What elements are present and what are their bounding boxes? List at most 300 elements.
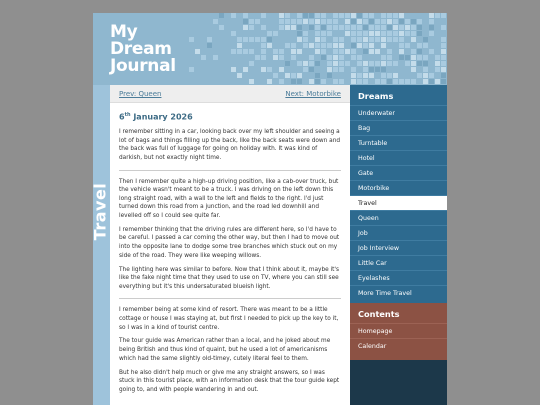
pattern-cell xyxy=(285,13,290,18)
pattern-cell xyxy=(297,79,302,84)
pattern-cell xyxy=(417,19,422,24)
pattern-cell xyxy=(315,79,320,84)
pattern-cell xyxy=(381,43,386,48)
pattern-cell xyxy=(429,31,434,36)
pattern-cell xyxy=(327,43,332,48)
pattern-cell xyxy=(393,37,398,42)
pattern-cell xyxy=(381,19,386,24)
pattern-cell xyxy=(405,61,410,66)
pattern-cell xyxy=(357,19,362,24)
site-title-line: Journal xyxy=(110,56,176,76)
pattern-cell xyxy=(249,79,254,84)
pattern-cell xyxy=(249,19,254,24)
pattern-cell xyxy=(339,61,344,66)
pattern-cell xyxy=(345,19,350,24)
pattern-cell xyxy=(285,61,290,66)
pattern-cell xyxy=(219,25,224,30)
pattern-cell xyxy=(393,13,398,18)
pattern-cell xyxy=(231,13,236,18)
pattern-cell xyxy=(297,73,302,78)
pattern-cell xyxy=(387,19,392,24)
contents-panel xyxy=(350,303,447,360)
pattern-cell xyxy=(399,13,404,18)
sidebar-item-more-time-travel[interactable]: More Time Travel xyxy=(350,285,447,300)
pattern-cell xyxy=(315,49,320,54)
entry-paragraph: I remember being at some kind of resort. There was meant to be a little cottage or house I was staying at, but first I needed to pick up the key to it, so I was in a kind of tourist centre. xyxy=(119,307,339,331)
pattern-cell xyxy=(357,13,362,18)
pattern-cell xyxy=(405,19,410,24)
sidebar-item-hotel[interactable]: Hotel xyxy=(350,150,447,165)
site-title-line: My xyxy=(110,22,138,42)
pattern-cell xyxy=(369,73,374,78)
pattern-cell xyxy=(273,31,278,36)
pattern-cell xyxy=(369,31,374,36)
date-day: 6 xyxy=(119,112,125,122)
sidebar-item-homepage[interactable]: Homepage xyxy=(350,323,447,338)
sidebar-item-underwater[interactable]: Underwater xyxy=(350,105,447,120)
pattern-cell xyxy=(243,67,248,72)
prev-entry-link[interactable]: Prev: Queen xyxy=(119,90,162,98)
pattern-cell xyxy=(261,67,266,72)
sidebar-item-little-car[interactable]: Little Car xyxy=(350,255,447,270)
pattern-cell xyxy=(237,49,242,54)
pattern-cell xyxy=(267,43,272,48)
pattern-cell xyxy=(309,67,314,72)
pattern-cell xyxy=(399,49,404,54)
pattern-cell xyxy=(201,55,206,60)
pattern-cell xyxy=(363,37,368,42)
pattern-cell xyxy=(399,37,404,42)
pattern-cell xyxy=(285,25,290,30)
pattern-cell xyxy=(429,73,434,78)
pattern-cell xyxy=(399,79,404,84)
sidebar-item-bag[interactable]: Bag xyxy=(350,120,447,135)
pattern-cell xyxy=(381,79,386,84)
pattern-cell xyxy=(315,13,320,18)
pattern-cell xyxy=(363,19,368,24)
pattern-cell xyxy=(315,61,320,66)
pattern-cell xyxy=(369,61,374,66)
pattern-cell xyxy=(237,73,242,78)
pattern-cell xyxy=(255,55,260,60)
pattern-cell xyxy=(393,79,398,84)
pattern-cell xyxy=(441,55,446,60)
pattern-cell xyxy=(321,55,326,60)
pattern-cell xyxy=(321,31,326,36)
pattern-cell xyxy=(423,61,428,66)
dreams-panel xyxy=(350,85,447,303)
pattern-cell xyxy=(285,73,290,78)
pattern-cell xyxy=(243,49,248,54)
entry-paragraph: I remember thinking that the driving rules are different here, so I'd have to be careful. I passed a car coming the other way, but then I had to move out into the opposite lane to dodge some tree branches which stuck out on my side of the road. They were like weeping willows. xyxy=(119,226,340,259)
pattern-cell xyxy=(339,67,344,72)
pattern-cell xyxy=(279,79,284,84)
pattern-cell xyxy=(333,19,338,24)
pattern-cell xyxy=(399,55,404,60)
pattern-cell xyxy=(261,55,266,60)
pattern-cell xyxy=(303,67,308,72)
pattern-cell xyxy=(351,43,356,48)
pattern-cell xyxy=(315,43,320,48)
pattern-cell xyxy=(333,79,338,84)
pattern-cell xyxy=(375,49,380,54)
pattern-cell xyxy=(339,25,344,30)
sidebar-item-queen[interactable]: Queen xyxy=(350,210,447,225)
pattern-cell xyxy=(399,43,404,48)
pattern-cell xyxy=(243,19,248,24)
pattern-cell xyxy=(351,31,356,36)
pattern-cell xyxy=(369,67,374,72)
dreams-heading: Dreams xyxy=(358,91,394,101)
pattern-cell xyxy=(369,19,374,24)
pattern-cell xyxy=(435,61,440,66)
pattern-cell xyxy=(339,13,344,18)
pattern-cell xyxy=(279,55,284,60)
section-divider xyxy=(119,298,341,299)
pattern-cell xyxy=(309,25,314,30)
pattern-cell xyxy=(327,19,332,24)
pattern-cell xyxy=(333,49,338,54)
pattern-cell xyxy=(411,25,416,30)
pattern-cell xyxy=(303,61,308,66)
pattern-cell xyxy=(381,61,386,66)
pattern-cell xyxy=(189,67,194,72)
pattern-cell xyxy=(441,37,446,42)
pattern-cell xyxy=(339,43,344,48)
pattern-cell xyxy=(303,13,308,18)
pattern-cell xyxy=(339,49,344,54)
pattern-cell xyxy=(345,25,350,30)
pattern-cell xyxy=(411,49,416,54)
pattern-cell xyxy=(375,25,380,30)
entry-paragraph: Then I remember quite a high-up driving position, like a cab-over truck, but the vehicle wasn't meant to be a truck. I was driving on the left down this long straight road, with a wall to the left and fields to the right. I'd just turned down this road from a junction, and the road led downhill and levelled off so I could see quite far. xyxy=(119,178,339,219)
pattern-cell xyxy=(441,25,446,30)
pattern-cell xyxy=(411,67,416,72)
entry-section xyxy=(119,178,341,292)
site-title-line: Dream xyxy=(110,39,172,59)
pattern-cell xyxy=(297,37,302,42)
pattern-cell xyxy=(333,43,338,48)
pattern-cell xyxy=(399,19,404,24)
pattern-cell xyxy=(261,13,266,18)
pattern-cell xyxy=(207,37,212,42)
pattern-cell xyxy=(417,61,422,66)
sidebar-item-turntable[interactable]: Turntable xyxy=(350,135,447,150)
pattern-cell xyxy=(393,61,398,66)
entry-paragraph: I remember sitting in a car, looking back over my left shoulder and seeing a lot of bags and things filling up the back, like the back seats were down and the back was full of luggage for going on holiday with. It was kind of darkish, but not exactly night time. xyxy=(119,129,341,162)
pattern-cell xyxy=(213,55,218,60)
pattern-cell xyxy=(423,37,428,42)
sidebar-item-job[interactable]: Job xyxy=(350,225,447,240)
pattern-cell xyxy=(405,55,410,60)
pattern-cell xyxy=(231,67,236,72)
pattern-cell xyxy=(309,13,314,18)
pattern-cell xyxy=(381,25,386,30)
pattern-cell xyxy=(375,61,380,66)
pattern-cell xyxy=(279,49,284,54)
pattern-cell xyxy=(321,43,326,48)
pattern-cell xyxy=(321,37,326,42)
pattern-cell xyxy=(351,25,356,30)
pattern-cell xyxy=(261,43,266,48)
pattern-cell xyxy=(375,19,380,24)
pattern-cell xyxy=(435,13,440,18)
pattern-cell xyxy=(375,31,380,36)
pattern-cell xyxy=(357,79,362,84)
pattern-cell xyxy=(441,67,446,72)
pattern-cell xyxy=(375,37,380,42)
pattern-cell xyxy=(219,13,224,18)
pattern-cell xyxy=(387,49,392,54)
pattern-cell xyxy=(363,49,368,54)
entry-navigation xyxy=(110,85,350,103)
pattern-cell xyxy=(435,67,440,72)
pattern-cell xyxy=(441,79,446,84)
pattern-cell xyxy=(381,67,386,72)
pattern-cell xyxy=(411,37,416,42)
pattern-cell xyxy=(405,31,410,36)
pattern-cell xyxy=(249,49,254,54)
pattern-cell xyxy=(261,25,266,30)
date-suffix: th xyxy=(124,112,131,118)
pattern-cell xyxy=(303,37,308,42)
pattern-cell xyxy=(429,25,434,30)
pattern-cell xyxy=(339,37,344,42)
pattern-cell xyxy=(291,73,296,78)
sidebar-item-calendar[interactable]: Calendar xyxy=(350,338,447,353)
pattern-cell xyxy=(261,49,266,54)
pattern-cell xyxy=(363,73,368,78)
site-header xyxy=(93,13,447,85)
pattern-cell xyxy=(189,37,194,42)
pattern-cell xyxy=(309,43,314,48)
pattern-cell xyxy=(243,25,248,30)
pattern-cell xyxy=(297,13,302,18)
pattern-cell xyxy=(363,43,368,48)
entry-section xyxy=(119,128,341,162)
pattern-cell xyxy=(327,67,332,72)
pattern-cell xyxy=(273,55,278,60)
pattern-cell xyxy=(363,25,368,30)
next-entry-link[interactable]: Next: Motorbike xyxy=(285,90,341,98)
pattern-cell xyxy=(399,31,404,36)
pattern-cell xyxy=(321,25,326,30)
pattern-cell xyxy=(423,43,428,48)
pattern-cell xyxy=(417,55,422,60)
pattern-cell xyxy=(267,31,272,36)
main-content xyxy=(110,85,350,405)
pattern-cell xyxy=(381,73,386,78)
pattern-cell xyxy=(303,43,308,48)
pattern-cell xyxy=(357,73,362,78)
pattern-cell xyxy=(387,61,392,66)
pattern-cell xyxy=(267,79,272,84)
pattern-cell xyxy=(387,55,392,60)
pattern-cell xyxy=(429,79,434,84)
pattern-cell xyxy=(351,67,356,72)
contents-heading: Contents xyxy=(358,309,400,319)
entry-date xyxy=(119,111,341,122)
pattern-cell xyxy=(429,19,434,24)
pattern-cell xyxy=(297,61,302,66)
pattern-cell xyxy=(321,13,326,18)
pattern-cell xyxy=(333,25,338,30)
pattern-cell xyxy=(369,43,374,48)
pattern-cell xyxy=(357,43,362,48)
pattern-cell xyxy=(267,37,272,42)
pattern-cell xyxy=(291,49,296,54)
pattern-cell xyxy=(309,79,314,84)
pattern-cell xyxy=(291,79,296,84)
pattern-cell xyxy=(441,49,446,54)
dream-entry xyxy=(110,103,350,394)
pattern-cell xyxy=(423,79,428,84)
pattern-cell xyxy=(357,25,362,30)
pattern-cell xyxy=(351,13,356,18)
sidebar-item-job-interview[interactable]: Job Interview xyxy=(350,240,447,255)
pattern-cell xyxy=(417,43,422,48)
pattern-cell xyxy=(333,37,338,42)
pattern-cell xyxy=(327,61,332,66)
pattern-cell xyxy=(417,31,422,36)
entry-paragraph: The tour guide was American rather than a local, and he joked about me being British and thus kind of quaint, but he used a lot of americanisms which had the same slightly old-timey, cutely literal feel to them. xyxy=(119,338,331,362)
pattern-cell xyxy=(411,55,416,60)
pattern-cell xyxy=(381,31,386,36)
pattern-cell xyxy=(273,49,278,54)
pattern-cell xyxy=(441,43,446,48)
pattern-cell xyxy=(381,37,386,42)
page-frame xyxy=(90,13,447,405)
pattern-cell xyxy=(411,61,416,66)
pattern-cell xyxy=(369,25,374,30)
pattern-cell xyxy=(405,25,410,30)
pattern-cell xyxy=(351,19,356,24)
sidebar-item-motorbike[interactable]: Motorbike xyxy=(350,180,447,195)
pattern-cell xyxy=(369,37,374,42)
pattern-cell xyxy=(393,31,398,36)
pattern-cell xyxy=(297,49,302,54)
pattern-cell xyxy=(315,73,320,78)
pattern-cell xyxy=(279,13,284,18)
pattern-cell xyxy=(249,37,254,42)
pattern-cell xyxy=(387,25,392,30)
pattern-cell xyxy=(297,19,302,24)
pattern-cell xyxy=(255,19,260,24)
pattern-cell xyxy=(387,37,392,42)
pattern-cell xyxy=(381,13,386,18)
pattern-cell xyxy=(339,55,344,60)
entry-section xyxy=(119,306,341,394)
pattern-cell xyxy=(231,49,236,54)
pattern-cell xyxy=(285,19,290,24)
pattern-cell xyxy=(279,19,284,24)
pattern-cell xyxy=(351,79,356,84)
pattern-cell xyxy=(261,37,266,42)
pattern-cell xyxy=(435,55,440,60)
pattern-cell xyxy=(327,55,332,60)
pattern-cell xyxy=(315,25,320,30)
pattern-cell xyxy=(333,55,338,60)
sidebar-item-gate[interactable]: Gate xyxy=(350,165,447,180)
pattern-cell xyxy=(423,55,428,60)
section-strip xyxy=(90,85,110,405)
pattern-cell xyxy=(399,25,404,30)
pattern-cell xyxy=(411,19,416,24)
pattern-cell xyxy=(441,73,446,78)
pattern-cell xyxy=(417,25,422,30)
pattern-cell xyxy=(309,19,314,24)
pattern-cell xyxy=(351,73,356,78)
pattern-cell xyxy=(333,13,338,18)
pattern-cell xyxy=(321,19,326,24)
sidebar-item-eyelashes[interactable]: Eyelashes xyxy=(350,270,447,285)
entry-paragraph: The lighting here was similar to before. Now that I think about it, maybe it's like the fake night time that they used to use on TV, where you can still see everything but it's this undersaturated blueish light. xyxy=(119,266,340,290)
pattern-cell xyxy=(369,49,374,54)
pattern-cell xyxy=(405,79,410,84)
pattern-cell xyxy=(345,61,350,66)
pattern-cell xyxy=(279,67,284,72)
pattern-cell xyxy=(273,73,278,78)
pattern-cell xyxy=(411,79,416,84)
pattern-cell xyxy=(309,55,314,60)
pattern-cell xyxy=(291,19,296,24)
entry-paragraph: But he also didn't help much or give me any straight answers, so I was stuck in this tourist place, with an information desk that the tour guide kept going to, and with people wandering in and out. xyxy=(119,369,340,393)
pattern-cell xyxy=(393,19,398,24)
section-label: Travel xyxy=(90,182,110,241)
pattern-cell xyxy=(363,61,368,66)
pattern-cell xyxy=(393,73,398,78)
pattern-cell xyxy=(297,25,302,30)
pattern-cell xyxy=(315,19,320,24)
pattern-cell xyxy=(285,43,290,48)
dreams-list xyxy=(350,105,447,300)
pattern-cell xyxy=(231,31,236,36)
pattern-cell xyxy=(321,79,326,84)
pattern-cell xyxy=(297,31,302,36)
pattern-cell xyxy=(357,31,362,36)
pattern-cell xyxy=(249,61,254,66)
pattern-cell xyxy=(387,79,392,84)
pattern-cell xyxy=(435,79,440,84)
pattern-cell xyxy=(423,73,428,78)
pattern-cell xyxy=(387,73,392,78)
sidebar-item-travel[interactable]: Travel xyxy=(350,195,447,210)
pattern-cell xyxy=(327,25,332,30)
pattern-cell xyxy=(387,31,392,36)
pattern-cell xyxy=(309,61,314,66)
pattern-cell xyxy=(411,31,416,36)
pattern-cell xyxy=(375,79,380,84)
pattern-cell xyxy=(375,67,380,72)
pattern-cell xyxy=(357,55,362,60)
pattern-cell xyxy=(417,73,422,78)
pattern-cell xyxy=(291,25,296,30)
pattern-cell xyxy=(213,19,218,24)
pattern-cell xyxy=(339,79,344,84)
pattern-cell xyxy=(243,37,248,42)
pattern-cell xyxy=(369,13,374,18)
pattern-cell xyxy=(333,61,338,66)
pattern-cell xyxy=(429,49,434,54)
pattern-cell xyxy=(381,55,386,60)
pattern-cell xyxy=(243,13,248,18)
pattern-cell xyxy=(351,55,356,60)
pattern-cell xyxy=(441,13,446,18)
pattern-cell xyxy=(417,49,422,54)
site-title[interactable] xyxy=(110,24,176,75)
pattern-cell xyxy=(327,73,332,78)
section-divider xyxy=(119,170,341,171)
